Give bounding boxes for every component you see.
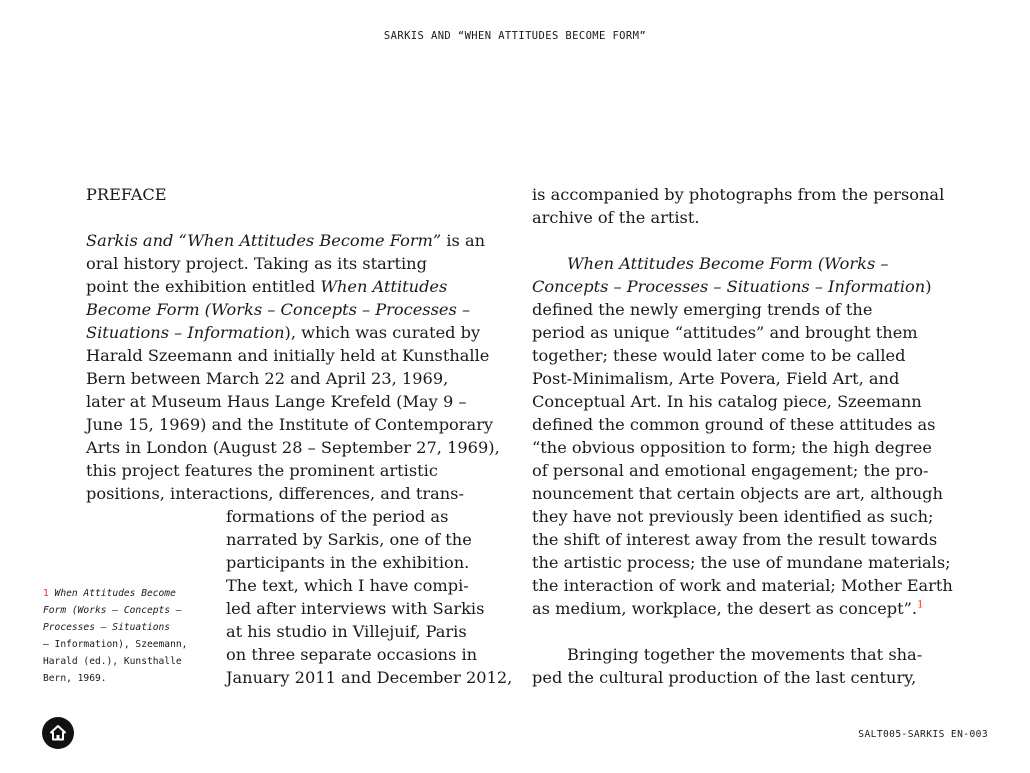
body-line: is accompanied by photographs from the personal: [532, 185, 945, 204]
footnote-reference[interactable]: 1: [917, 599, 924, 611]
body-line: Bringing together the movements that sha-: [567, 645, 923, 664]
body-line: [86, 229, 485, 252]
footnote-text: Processes – Situations: [43, 622, 171, 633]
body-line: defined the common ground of these attitudes as: [532, 415, 936, 434]
section-heading: PREFACE: [86, 185, 167, 204]
body-line: nouncement that certain objects are art, although: [532, 484, 943, 503]
footnote-number: 1: [43, 588, 49, 599]
footnote-line: [43, 585, 187, 602]
italic-title: Concepts – Processes – Situations – Information: [532, 277, 926, 296]
body-line: Arts in London (August 28 – September 27, 1969),: [86, 438, 500, 457]
body-line: June 15, 1969) and the Institute of Contemporary: [86, 415, 494, 434]
page-code: SALT005-SARKIS EN-003: [858, 729, 988, 740]
home-button[interactable]: [42, 717, 74, 749]
body-line: later at Museum Haus Lange Krefeld (May 9 –: [86, 392, 467, 411]
italic-title: Situations – Information: [86, 323, 285, 342]
body-line: participants in the exhibition.: [226, 553, 470, 572]
footnote-text: When Attitudes Become: [48, 588, 176, 599]
body-line: led after interviews with Sarkis: [226, 599, 485, 618]
body-line: [567, 252, 889, 275]
body-line: the shift of interest away from the result towards: [532, 530, 938, 549]
body-line: defined the newly emerging trends of the: [532, 300, 873, 319]
text-run: ), which was curated by: [284, 323, 481, 342]
footnote-line: Bern, 1969.: [43, 673, 107, 684]
body-line: oral history project. Taking as its starting: [86, 254, 427, 273]
italic-title: When Attitudes: [320, 277, 448, 296]
body-line: Bern between March 22 and April 23, 1969,: [86, 369, 449, 388]
body-line: [86, 298, 470, 321]
body-line: period as unique “attitudes” and brought them: [532, 323, 918, 342]
body-line: [532, 275, 932, 298]
body-line: January 2011 and December 2012,: [226, 668, 513, 687]
text-run: point the exhibition entitled: [86, 277, 321, 296]
italic-title: When Attitudes Become Form (Works –: [567, 254, 889, 273]
italic-title: Sarkis and “When Attitudes Become Form”: [86, 231, 442, 250]
body-line: [86, 275, 447, 298]
body-line: “the obvious opposition to form; the high degree: [532, 438, 932, 457]
body-line: Conceptual Art. In his catalog piece, Szeemann: [532, 392, 922, 411]
body-line: archive of the artist.: [532, 208, 700, 227]
footnote: [43, 585, 187, 687]
body-line: at his studio in Villejuif, Paris: [226, 622, 467, 641]
footnote-line: Harald (ed.), Kunsthalle: [43, 656, 182, 667]
body-line: formations of the period as: [226, 507, 449, 526]
text-run: as medium, workplace, the desert as concept”.: [532, 599, 918, 618]
body-line: the artistic process; the use of mundane materials;: [532, 553, 951, 572]
footnote-line: [43, 602, 187, 619]
running-title: SARKIS AND “WHEN ATTITUDES BECOME FORM”: [383, 30, 647, 42]
footnote-text: Form (Works – Concepts –: [43, 605, 182, 616]
footnote-line: – Information), Szeemann,: [43, 639, 188, 650]
text-run: ): [925, 277, 932, 296]
body-line: this project features the prominent artistic: [86, 461, 438, 480]
footnote-line: [43, 619, 187, 636]
body-line: positions, interactions, differences, and trans-: [86, 484, 464, 503]
body-line: Post-Minimalism, Arte Povera, Field Art, and: [532, 369, 900, 388]
body-line: narrated by Sarkis, one of the: [226, 530, 472, 549]
body-line: the interaction of work and material; Mother Earth: [532, 576, 953, 595]
italic-title: Become Form (Works – Concepts – Processes –: [86, 300, 471, 319]
body-line: of personal and emotional engagement; the pro-: [532, 461, 929, 480]
home-icon: [49, 724, 67, 742]
body-line: ped the cultural production of the last century,: [532, 668, 917, 687]
body-line: [86, 321, 480, 344]
body-line: Harald Szeemann and initially held at Kunsthalle: [86, 346, 490, 365]
body-line: on three separate occasions in: [226, 645, 478, 664]
body-line: The text, which I have compi-: [226, 576, 469, 595]
body-line: [532, 597, 923, 620]
text-run: is an: [441, 231, 486, 250]
body-line: they have not previously been identified as such;: [532, 507, 934, 526]
body-line: together; these would later come to be called: [532, 346, 906, 365]
